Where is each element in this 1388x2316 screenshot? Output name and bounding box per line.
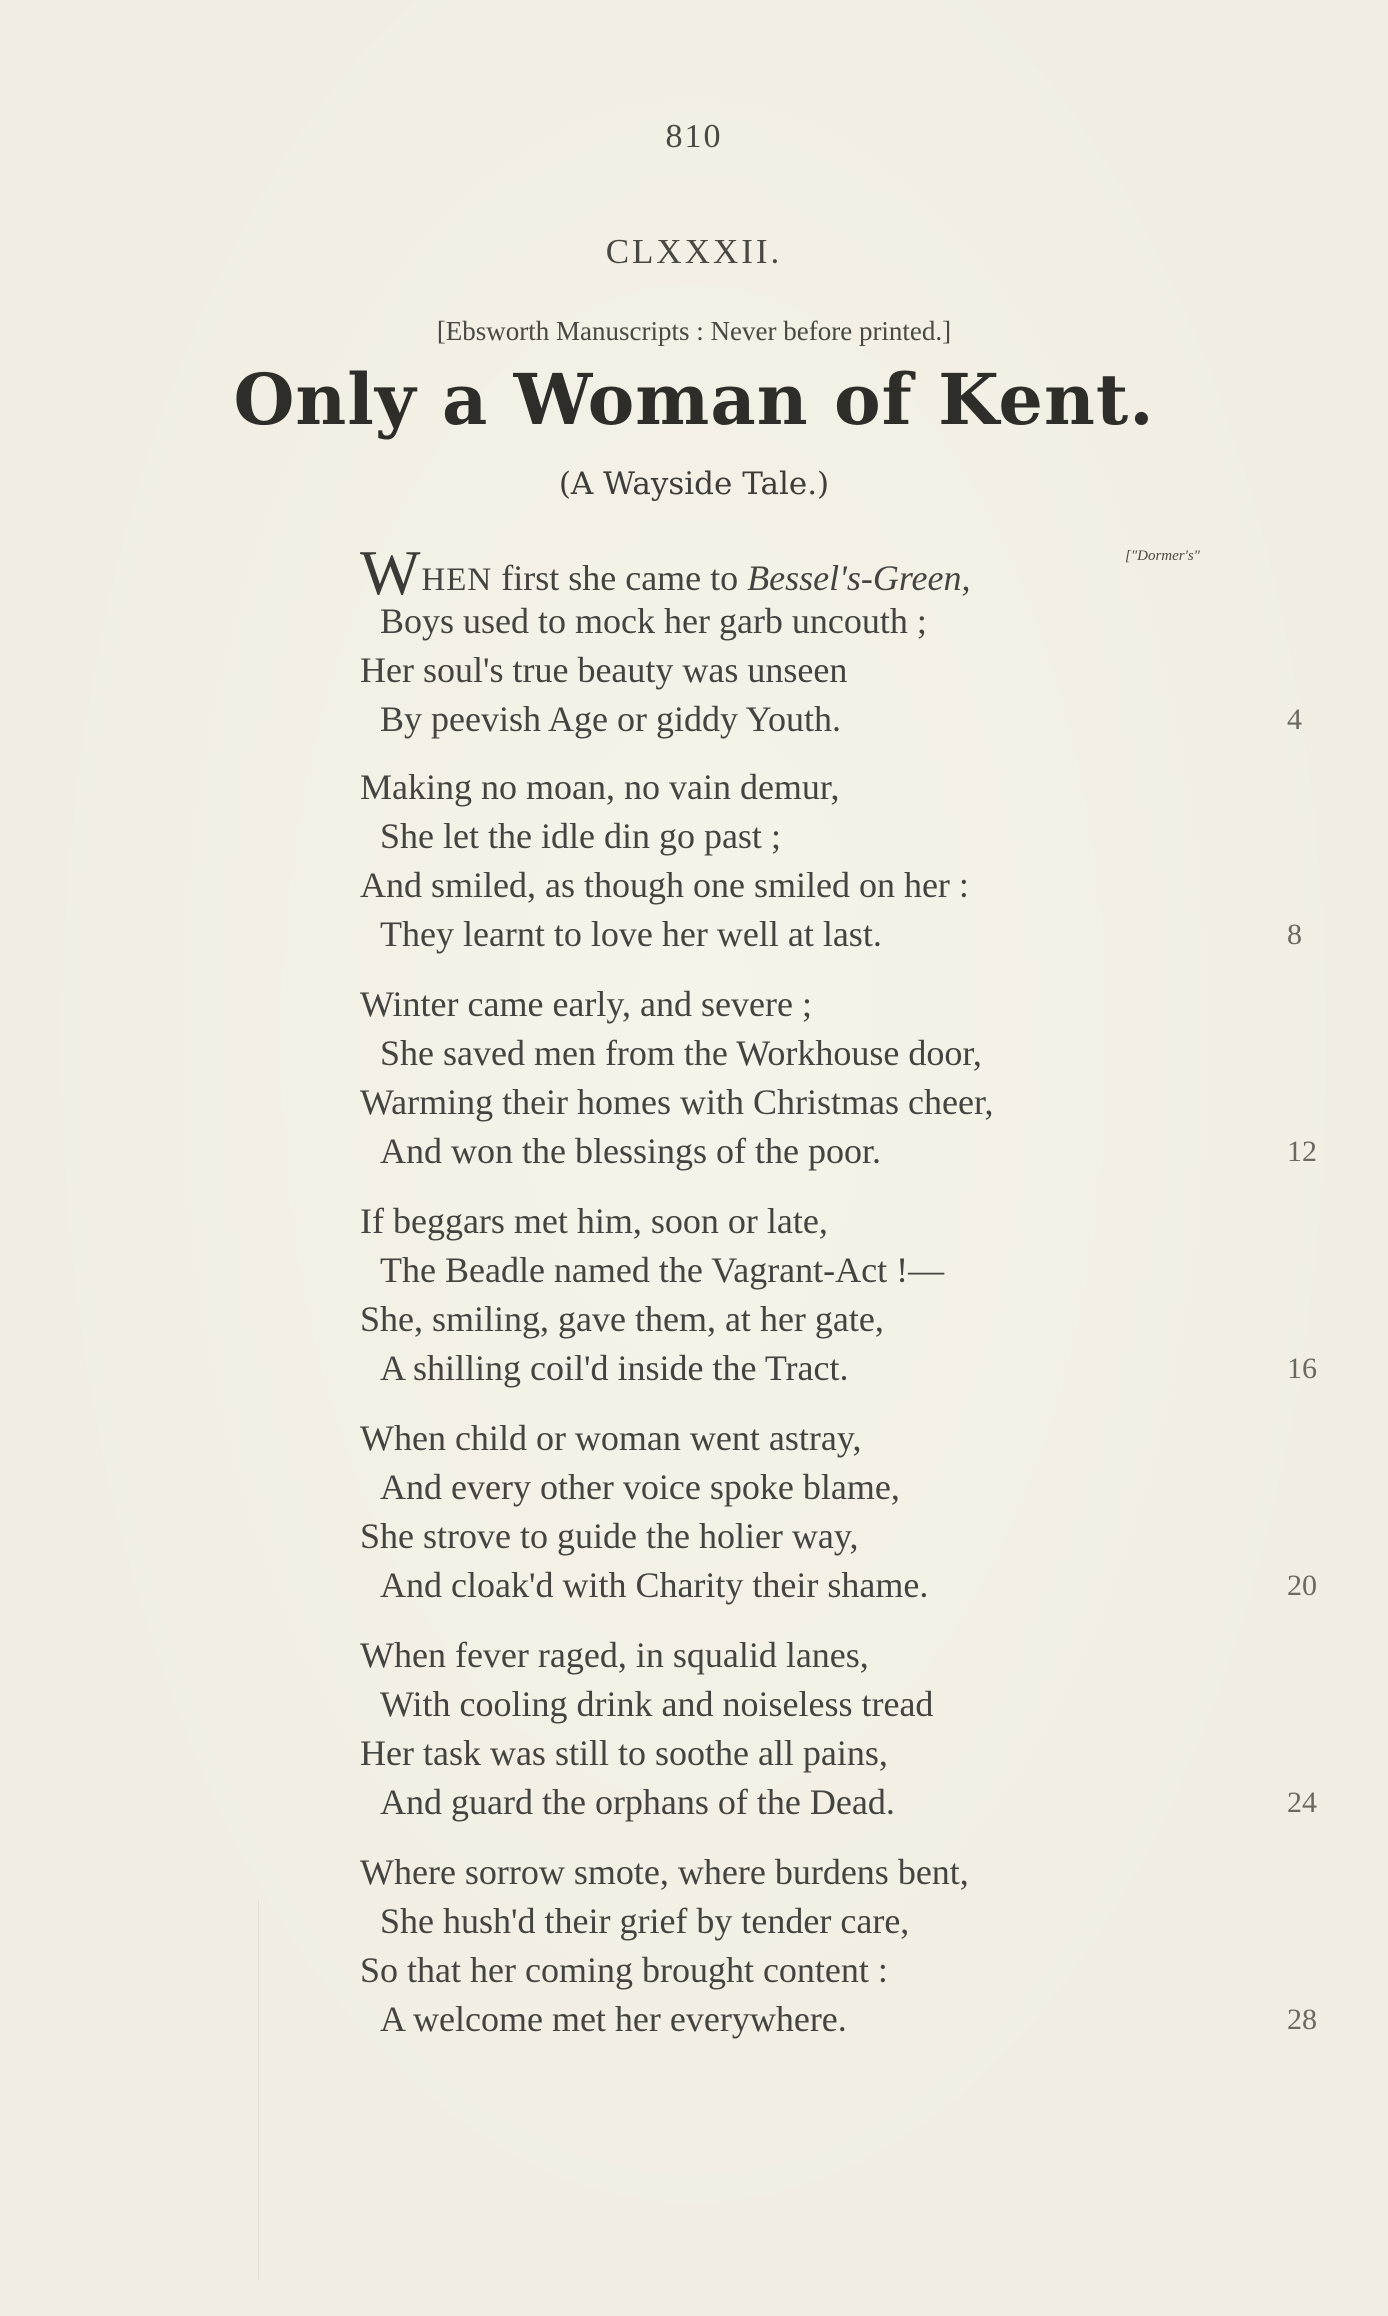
line-text: And won the blessings of the poor.	[380, 1131, 881, 1171]
poem-line	[360, 1197, 1340, 1246]
poem-line	[360, 861, 1340, 910]
poem-line	[360, 537, 1340, 608]
line-number: 4	[1287, 703, 1302, 736]
line-text: And smiled, as though one smiled on her :	[360, 865, 969, 905]
poem-line	[360, 1414, 1340, 1463]
stanza	[360, 763, 1340, 959]
poem-line	[360, 1344, 1340, 1393]
line-text: If beggars met him, soon or late,	[360, 1201, 828, 1241]
line-number: 24	[1287, 1786, 1317, 1819]
line-text: The Beadle named the Vagrant-Act !—	[380, 1250, 945, 1290]
line-text: She saved men from the Workhouse door,	[380, 1033, 982, 1073]
line-text: Making no moan, no vain demur,	[360, 767, 840, 807]
line-text: She, smiling, gave them, at her gate,	[360, 1299, 884, 1339]
poem-line	[360, 910, 1340, 959]
line-text: And cloak'd with Charity their shame.	[380, 1565, 929, 1605]
poem-line	[360, 1680, 1340, 1729]
poem-line	[360, 1295, 1340, 1344]
poem-line	[360, 1897, 1340, 1946]
line-text: So that her coming brought content :	[360, 1950, 888, 1990]
stanza	[360, 1848, 1340, 2044]
poem-subtitle: (A Wayside Tale.)	[558, 466, 830, 502]
line-number: 12	[1287, 1135, 1317, 1168]
section-number: CLXXXII.	[605, 232, 783, 271]
line-number: 28	[1287, 2003, 1317, 2036]
poem-line	[360, 1127, 1340, 1176]
line-text: They learnt to love her well at last.	[380, 914, 882, 954]
small-caps-word: HEN	[421, 562, 493, 598]
line-text: With cooling drink and noiseless tread	[380, 1684, 934, 1724]
line-text: Where sorrow smote, where burdens bent,	[360, 1852, 969, 1892]
source-note: [Ebsworth Manuscripts : Never before printed.]	[436, 316, 952, 346]
margin-note: ["Dormer's"	[1125, 548, 1200, 564]
line-text: And guard the orphans of the Dead.	[380, 1782, 895, 1822]
poem-line	[360, 646, 1340, 695]
poem-line	[360, 1463, 1340, 1512]
poem-line	[360, 1631, 1340, 1680]
line-text: She strove to guide the holier way,	[360, 1516, 859, 1556]
line-text: And every other voice spoke blame,	[380, 1467, 900, 1507]
poem-line	[360, 1029, 1340, 1078]
line-text: When fever raged, in squalid lanes,	[360, 1635, 869, 1675]
poem-title: Only a Woman of Kent.	[233, 358, 1155, 441]
poem-line	[360, 695, 1340, 744]
line-text: Her task was still to soothe all pains,	[360, 1733, 888, 1773]
poem-line	[360, 1995, 1340, 2044]
line-text: She hush'd their grief by tender care,	[380, 1901, 910, 1941]
drop-capital: W	[360, 537, 421, 608]
line-text: She let the idle din go past ;	[380, 816, 781, 856]
poem-line	[360, 1946, 1340, 1995]
line-text: By peevish Age or giddy Youth.	[380, 699, 842, 739]
poem-line	[360, 763, 1340, 812]
poem-line	[360, 1561, 1340, 1610]
poem-line	[360, 1078, 1340, 1127]
line-text: Boys used to mock her garb uncouth ;	[380, 601, 927, 641]
stanza	[360, 980, 1340, 1176]
stanza	[360, 1631, 1340, 1827]
line-text: Winter came early, and severe ;	[360, 984, 812, 1024]
poem-line	[360, 1512, 1340, 1561]
poem-line	[360, 597, 1340, 646]
line-text: first she came to	[492, 558, 748, 598]
line-text: Her soul's true beauty was unseen	[360, 650, 848, 690]
line-number: 20	[1287, 1569, 1317, 1602]
poem-line	[360, 980, 1340, 1029]
place-name: Bessel's-Green,	[747, 558, 971, 598]
page-crease	[258, 1900, 259, 2280]
stanza	[360, 1197, 1340, 1393]
poem-line	[360, 1246, 1340, 1295]
poem-line	[360, 1729, 1340, 1778]
line-number: 8	[1287, 918, 1302, 951]
line-text: A shilling coil'd inside the Tract.	[380, 1348, 849, 1388]
poem-line	[360, 1778, 1340, 1827]
line-number: 16	[1287, 1352, 1317, 1385]
poem-line	[360, 1848, 1340, 1897]
stanza	[360, 1414, 1340, 1610]
line-text: A welcome met her everywhere.	[380, 1999, 847, 2039]
line-text: When child or woman went astray,	[360, 1418, 862, 1458]
stanza	[360, 537, 1340, 744]
page-number: 810	[665, 118, 723, 155]
line-text: Warming their homes with Christmas cheer,	[360, 1082, 994, 1122]
poem-line	[360, 812, 1340, 861]
